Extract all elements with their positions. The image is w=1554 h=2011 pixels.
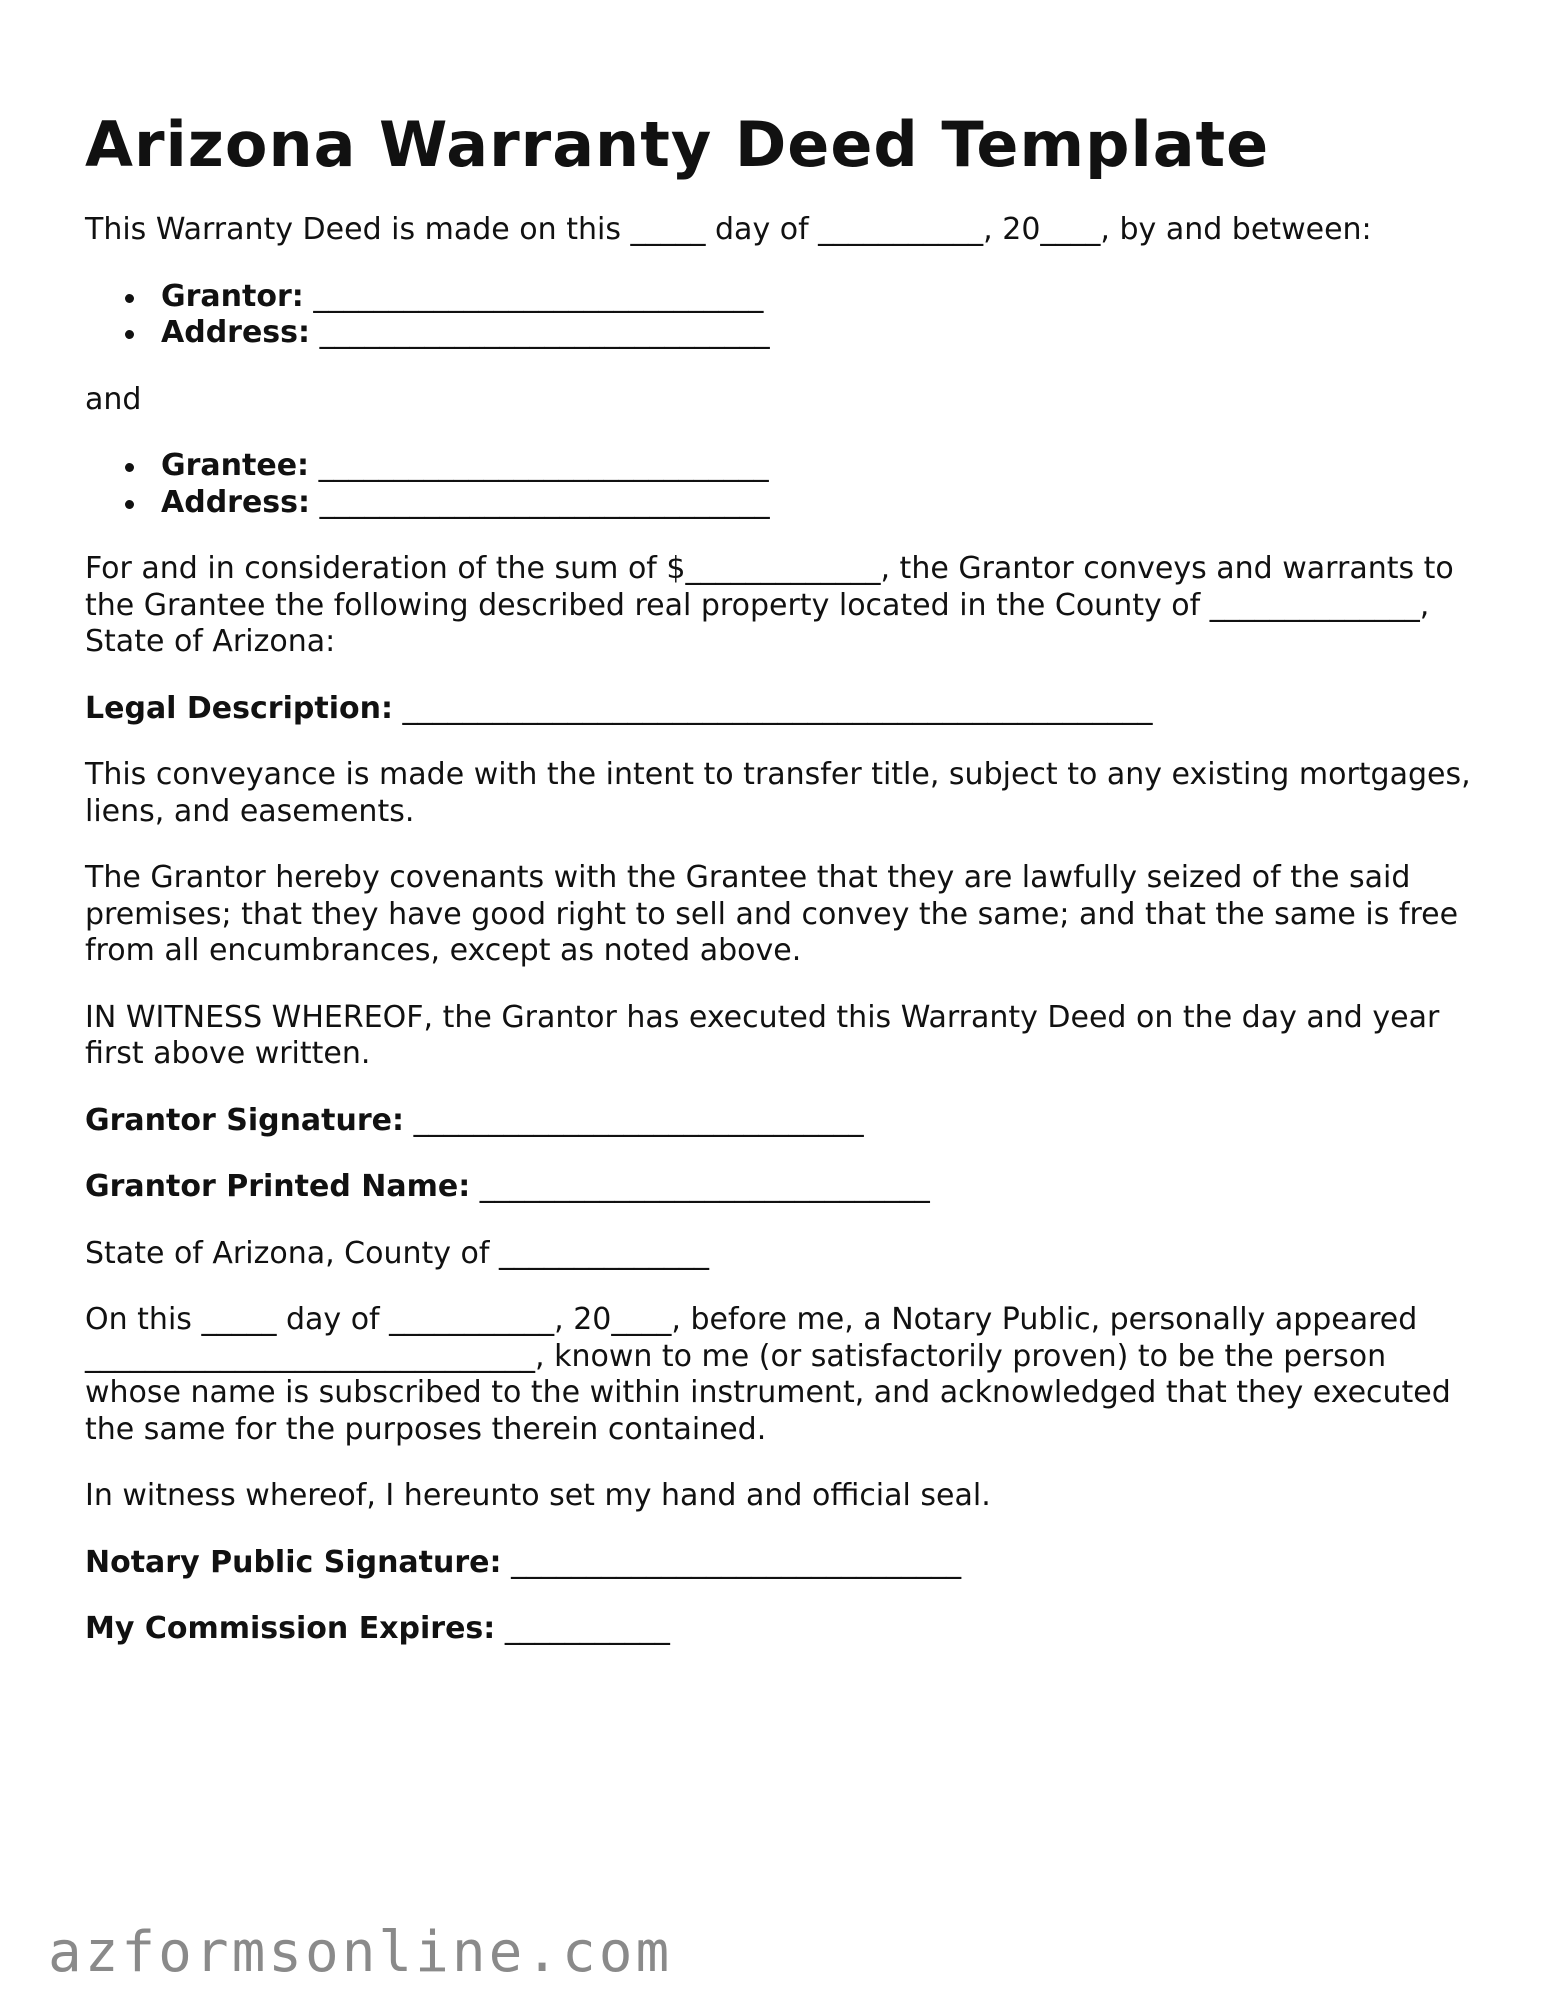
commission-expires-field	[85, 1611, 1475, 1648]
conveyance-paragraph: This conveyance is made with the intent to transfer title, subject to any existing mortgages, liens, and easements.	[85, 757, 1471, 829]
deed-document	[85, 105, 1475, 1648]
and-text: and	[85, 381, 142, 417]
grantee-address-field	[125, 485, 1475, 522]
grantor-blank: ______________________________	[313, 278, 764, 314]
grantor-label: Grantor:	[161, 278, 304, 314]
grantor-list	[85, 279, 1475, 352]
grantor-address-field	[125, 315, 1475, 352]
notary-paragraph: On this _____ day of ___________, 20____, before me, a Notary Public, personally appeared ______________________________, known to me (or satisfactorily proven) to be the person whose name is subscribed to the within instrument, and acknowledged that they executed the same for the purposes therein contained.	[85, 1302, 1451, 1447]
legal-description-blank: __________________________________________________	[402, 690, 1153, 726]
grantor-printed-name-field	[85, 1169, 1475, 1206]
grantor-address-blank: ______________________________	[319, 315, 770, 350]
notary-signature-blank: ______________________________	[511, 1544, 962, 1580]
seal-paragraph: In witness whereof, I hereunto set my hand and official seal.	[85, 1478, 991, 1513]
grantor-printed-name-label: Grantor Printed Name:	[85, 1169, 471, 1204]
watermark-text: azformsonline.com	[48, 1920, 673, 1985]
notary-signature-label: Notary Public Signature:	[85, 1544, 502, 1580]
grantee-blank: ______________________________	[318, 448, 769, 483]
grantor-printed-name-blank: ______________________________	[479, 1169, 930, 1204]
grantor-field	[125, 279, 1475, 316]
legal-description-label: Legal Description:	[85, 690, 393, 726]
state-county-line: State of Arizona, County of ______________	[85, 1235, 709, 1271]
covenant-paragraph: The Grantor hereby covenants with the Grantee that they are lawfully seized of the said premises; that they have good right to sell and convey the same; and that the same is free from all encumbrances, except as noted above.	[85, 860, 1459, 968]
commission-expires-label: My Commission Expires:	[85, 1611, 496, 1646]
grantor-signature-label: Grantor Signature:	[85, 1102, 405, 1138]
grantor-signature-field	[85, 1103, 1475, 1140]
grantee-address-label: Address:	[161, 484, 311, 520]
notary-signature-field	[85, 1545, 1475, 1582]
grantee-list	[85, 448, 1475, 521]
commission-expires-blank: ___________	[504, 1611, 670, 1646]
consideration-paragraph: For and in consideration of the sum of $_____________, the Grantor conveys and warrants to the Grantee the following described real property located in the County of ______________, State of Arizona:	[85, 551, 1454, 659]
grantor-address-label: Address:	[161, 315, 311, 350]
witness-paragraph: IN WITNESS WHEREOF, the Grantor has executed this Warranty Deed on the day and year first above written.	[85, 999, 1440, 1071]
grantee-field	[125, 448, 1475, 485]
intro-paragraph: This Warranty Deed is made on this _____ day of ___________, 20____, by and between:	[85, 212, 1372, 247]
grantee-label: Grantee:	[161, 448, 310, 483]
document-title: Arizona Warranty Deed Template	[85, 108, 1270, 181]
legal-description-field	[85, 691, 1475, 728]
grantor-signature-blank: ______________________________	[413, 1102, 864, 1138]
grantee-address-blank: ______________________________	[319, 484, 770, 520]
